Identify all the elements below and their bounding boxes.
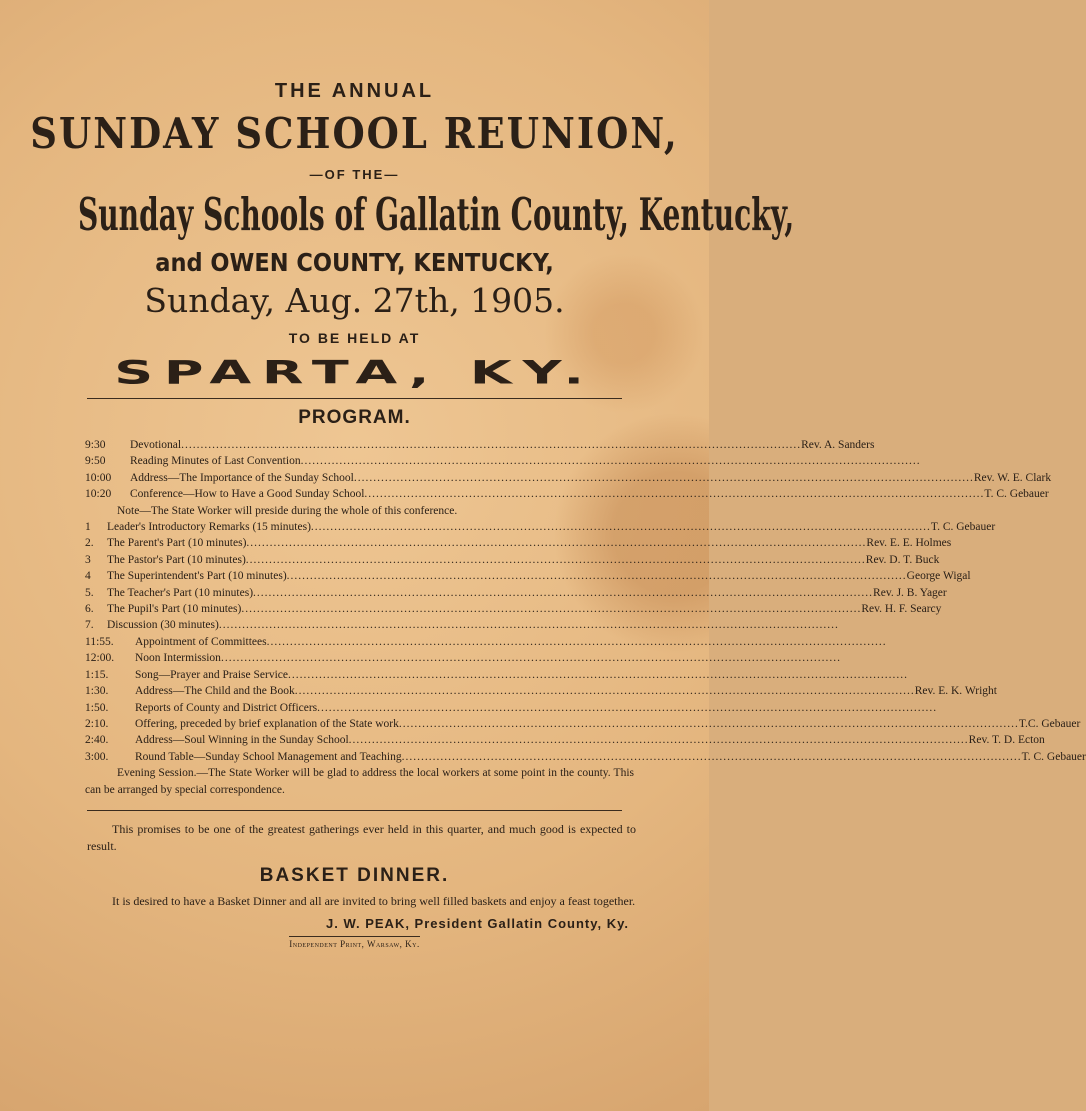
program-afternoon-item: 1:50. Reports of County and District Officers ..... [85,700,639,716]
program-item: 9:50 Reading Minutes of Last Convention ..... [85,453,639,469]
program-afternoon-item: 2:10. Offering, preceded by brief explanation of the State work ..... T.C. Gebauer [85,716,639,732]
header-held-at: TO BE HELD AT [288,330,421,346]
printer-credit [0,939,709,949]
evening-session: Evening Session.—The State Worker will be glad to address the local workers at some point in the county. This can be arranged by special correspondence. [85,767,634,796]
divider [87,398,622,399]
program-item: 9:30 Devotional ..... Rev. A. Sanders [85,437,639,453]
program-part: 1 Leader's Introductory Remarks (15 minutes) ..... T. C. Gebauer [85,519,639,535]
program-part: 4 The Superintendent's Part (10 minutes) ..... George Wigal [85,568,639,584]
program-note: Note—The State Worker will preside during the whole of this conference. [117,504,458,517]
program-part: 5. The Teacher's Part (10 minutes) ..... Rev. J. B. Yager [85,585,639,601]
program-afternoon-item: 2:40. Address—Soul Winning in the Sunday School ..... Rev. T. D. Ecton [85,732,639,748]
divider [87,810,622,811]
program-afternoon-item: 12:00. Noon Intermission ..... [85,650,639,666]
header-owen: and OWEN COUNTY, KENTUCKY, [155,248,554,277]
program-afternoon-item: 1:30. Address—The Child and the Book ..... Rev. E. K. Wright [85,683,639,699]
header-location: SPARTA, KY. [114,354,595,392]
header-of-the: —OF THE— [309,167,400,182]
signer: J. W. PEAK, President Gallatin County, Ky. [325,915,629,931]
promise-text: This promises to be one of the greatest gatherings ever held in this quarter, and much good is expected to result. [87,821,636,853]
program-item: 10:20 Conference—How to Have a Good Sunday School ..... T. C. Gebauer [85,486,639,502]
basket-dinner-title: BASKET DINNER. [259,864,450,886]
program-afternoon-item: 11:55. Appointment of Committees ..... [85,634,639,650]
program-part: 6. The Pupil's Part (10 minutes) ..... Rev. H. F. Searcy [85,601,639,617]
header-reunion: SUNDAY SCHOOL REUNION, [30,107,679,159]
header-annual: THE ANNUAL [274,80,435,102]
program-item: 10:00 Address—The Importance of the Sunday School ..... Rev. W. E. Clark [85,470,639,486]
program-part: 2. The Parent's Part (10 minutes) ..... Rev. E. E. Holmes [85,535,639,551]
program-afternoon-item: 3:00. Round Table—Sunday School Management and Teaching ..... T. C. Gebauer [85,749,639,765]
program-title: PROGRAM. [298,407,411,428]
program-part: 3 The Pastor's Part (10 minutes) ..... Rev. D. T. Buck [85,552,639,568]
header-date: Sunday, Aug. 27th, 1905. [144,281,565,320]
program-list [85,437,1086,798]
header-gallatin: Sunday Schools of Gallatin County, Kentucky, [77,188,795,242]
basket-dinner-text: It is desired to have a Basket Dinner and all are invited to bring well filled baskets and enjoy a feast together. [112,893,636,908]
program-afternoon-item: 1:15. Song—Prayer and Praise Service ..... [85,667,639,683]
program-part: 7. Discussion (30 minutes) ..... [85,617,639,633]
printer-text: Independent Print, Warsaw, Ky. [289,936,420,949]
